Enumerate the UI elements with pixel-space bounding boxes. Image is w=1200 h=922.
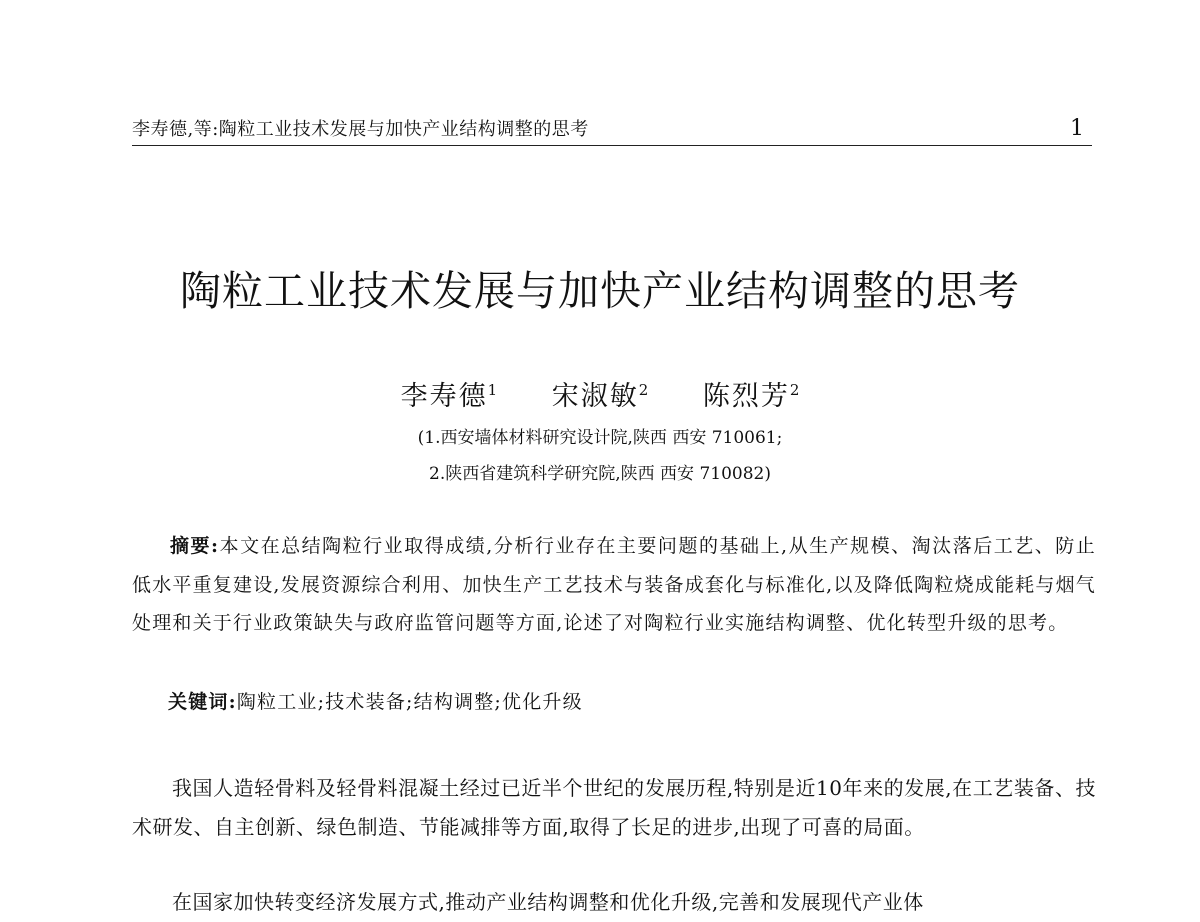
running-header	[132, 112, 1092, 146]
author	[401, 381, 498, 412]
abstract-text: 本文在总结陶粒行业取得成绩,分析行业存在主要问题的基础上,从生产规模、淘汰落后工艺、防止低水平重复建设,发展资源综合利用、加快生产工艺技术与装备成套化与标准化,以及降低陶粒烧成能耗与烟气处理和关于行业政策缺失与政府监管问题等方面,论述了对陶粒行业实施结构调整、优化转型升级的思考。	[132, 535, 1096, 634]
keywords	[168, 683, 583, 721]
keywords-text: 陶粒工业;技术装备;结构调整;优化升级	[236, 691, 583, 713]
affiliation-line: (1.西安墙体材料研究设计院,陕西 西安 710061;	[417, 428, 783, 448]
running-title: 李寿德,等:陶粒工业技术发展与加快产业结构调整的思考	[132, 119, 589, 140]
paper-title: 陶粒工业技术发展与加快产业结构调整的思考	[180, 267, 1020, 315]
keywords-label: 关键词:	[168, 691, 237, 713]
author-affiliation-mark: 2	[638, 381, 649, 399]
author	[552, 381, 649, 412]
author-name: 李寿德	[400, 381, 488, 412]
author-affiliation-mark: 2	[789, 381, 800, 399]
author-name: 宋淑敏	[551, 381, 639, 412]
abstract-label: 摘要:	[170, 535, 220, 557]
abstract	[132, 527, 1096, 643]
author-name: 陈烈芳	[702, 381, 790, 412]
body-paragraph: 我国人造轻骨料及轻骨料混凝土经过已近半个世纪的发展历程,特别是近10年来的发展,在工艺装备、技术研发、自主创新、绿色制造、节能减排等方面,取得了长足的进步,出现了可喜的局面。	[132, 776, 1096, 839]
page-number: 1	[1070, 116, 1084, 141]
author-list	[0, 374, 1200, 413]
body-paragraph: 在国家加快转变经济发展方式,推动产业结构调整和优化升级,完善和发展现代产业体	[172, 890, 924, 914]
affiliation-line: 2.陕西省建筑科学研究院,陕西 西安 710082)	[429, 464, 771, 484]
author	[703, 381, 800, 412]
author-affiliation-mark: 1	[487, 381, 498, 399]
